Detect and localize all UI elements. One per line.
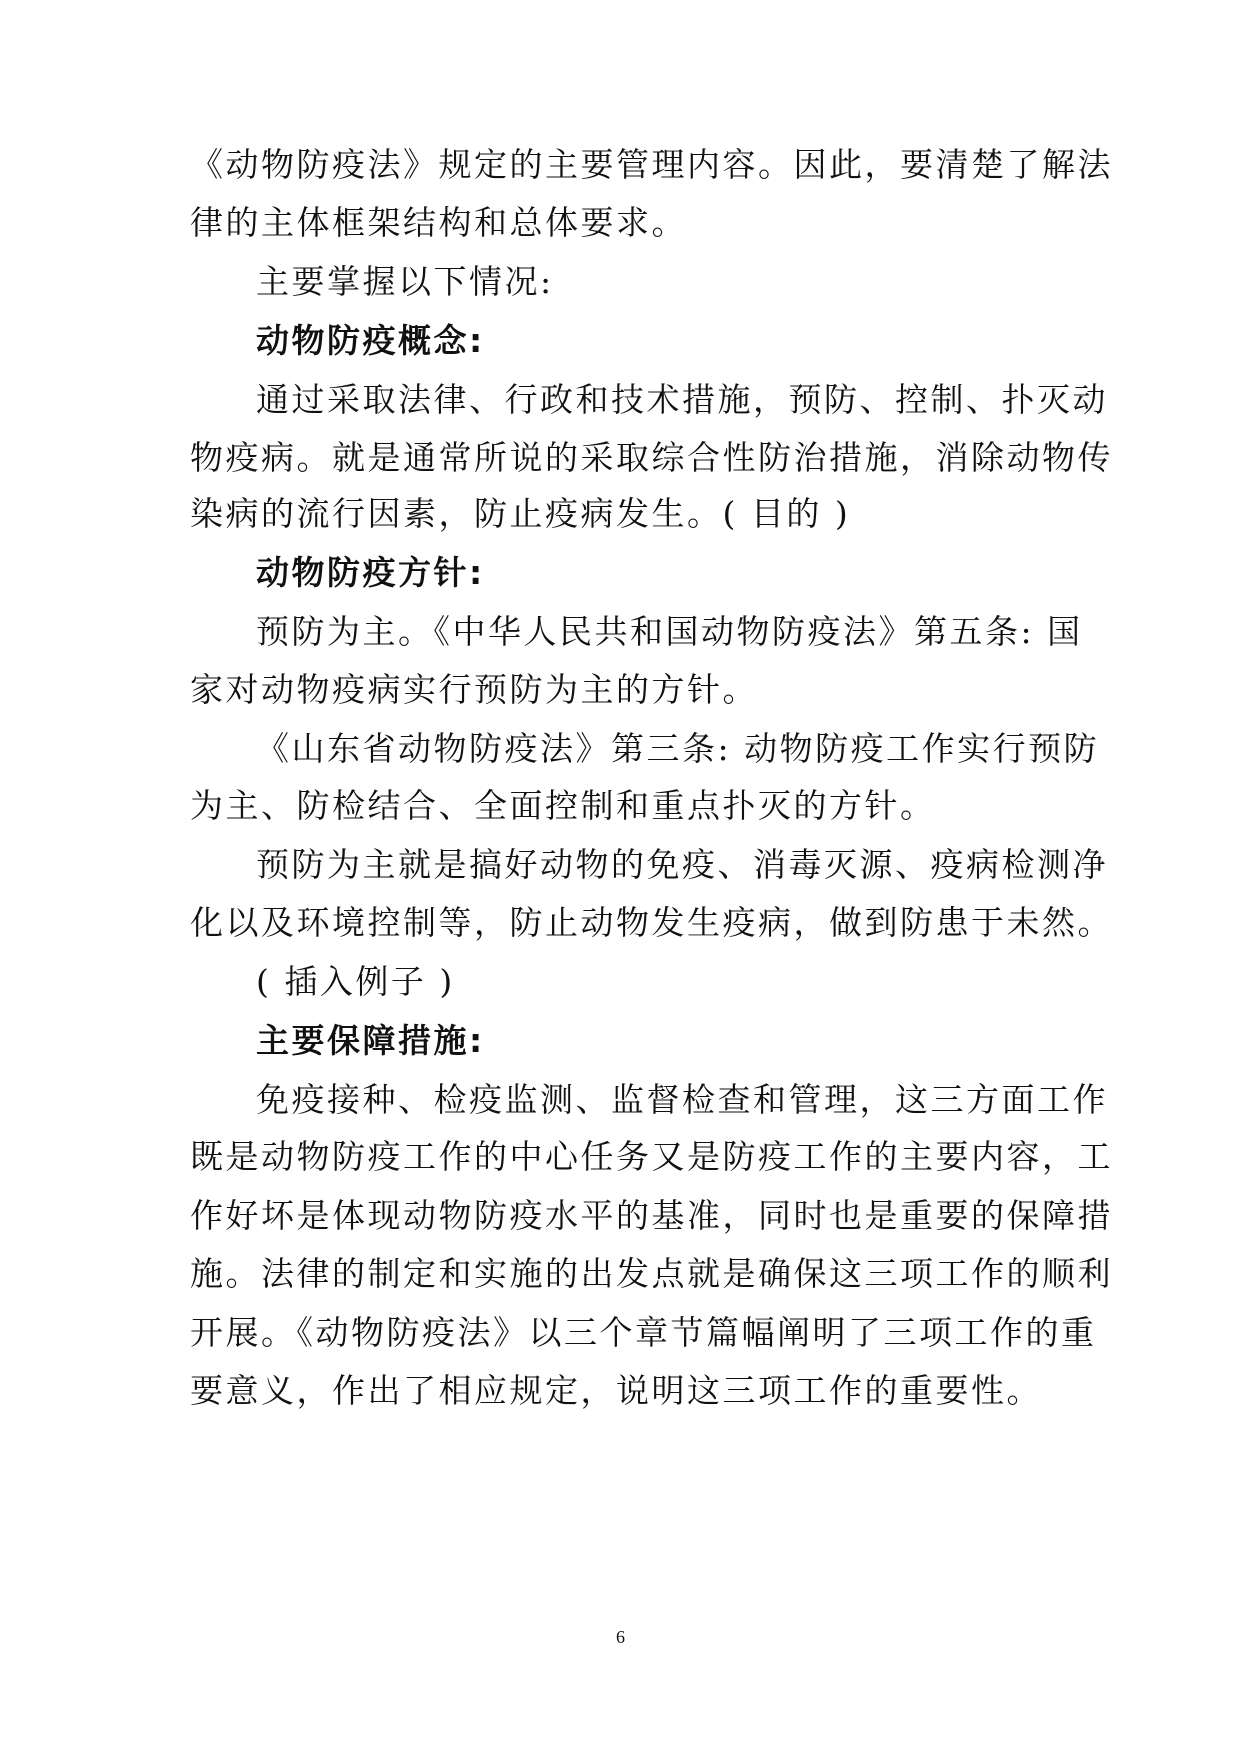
paragraph-line: 作好坏是体现动物防疫水平的基准，同时也是重要的保障措	[190, 1196, 1113, 1235]
paragraph-line: 为主、防检结合、全面控制和重点扑灭的方针。	[190, 786, 936, 825]
paragraph-line: 既是动物防疫工作的中心任务又是防疫工作的主要内容，工	[190, 1137, 1113, 1176]
paragraph-line: 施。法律的制定和实施的出发点就是确保这三项工作的顺利	[190, 1254, 1113, 1293]
paragraph-line: 开展。《动物防疫法》以三个章节篇幅阐明了三项工作的重	[190, 1313, 1097, 1352]
section-heading-measures: 主要保障措施:	[256, 1021, 485, 1060]
paragraph-line: 主要掌握以下情况:	[256, 262, 554, 301]
paragraph-line: 律的主体框架结构和总体要求。	[190, 203, 687, 242]
paragraph-line: 预防为主就是搞好动物的免疫、消毒灭源、疫病检测净	[256, 845, 1108, 884]
paragraph-line: 《山东省动物防疫法》第三条: 动物防疫工作实行预防	[256, 729, 1100, 768]
section-heading-policy: 动物防疫方针:	[256, 553, 485, 592]
paragraph-line: 免疫接种、检疫监测、监督检查和管理，这三方面工作	[256, 1080, 1108, 1119]
paragraph-line: 化以及环境控制等，防止动物发生疫病，做到防患于未然。	[190, 903, 1113, 942]
paragraph-line: 物疫病。就是通常所说的采取综合性防治措施，消除动物传	[190, 438, 1113, 477]
paragraph-line: 要意义，作出了相应规定，说明这三项工作的重要性。	[190, 1371, 1042, 1410]
page-number: 6	[616, 1627, 625, 1647]
paragraph-line: 《动物防疫法》规定的主要管理内容。因此，要清楚了解法	[190, 145, 1113, 184]
paragraph-line: 通过采取法律、行政和技术措施，预防、控制、扑灭动	[256, 380, 1108, 419]
paragraph-line: 预防为主。《中华人民共和国动物防疫法》第五条: 国	[256, 612, 1083, 651]
section-heading-concept: 动物防疫概念:	[256, 321, 485, 360]
paragraph-line: 家对动物疫病实行预防为主的方针。	[190, 670, 758, 709]
paragraph-line: 染病的流行因素，防止疫病发生。( 目的 )	[190, 494, 851, 533]
paragraph-line: ( 插入例子 )	[256, 962, 455, 1001]
